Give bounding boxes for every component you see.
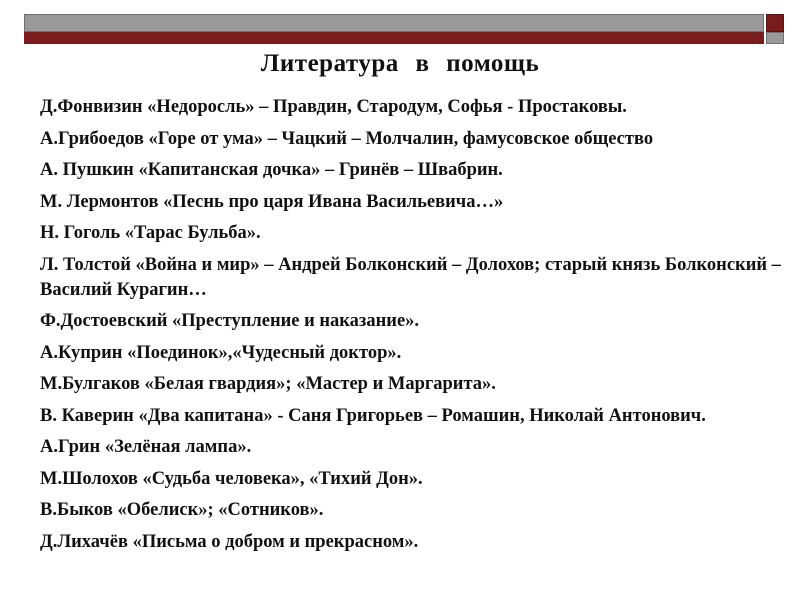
literature-list xyxy=(40,95,785,561)
list-item: Н. Гоголь «Тарас Бульба». xyxy=(40,223,261,243)
list-item: А.Грин «Зелёная лампа». xyxy=(40,437,252,457)
list-item: Ф.Достоевский «Преступление и наказание». xyxy=(40,311,420,331)
list-item: В.Быков «Обелиск»; «Сотников». xyxy=(40,500,324,520)
list-item: А.Куприн «Поединок»,«Чудесный доктор». xyxy=(40,342,402,363)
list-item: В. Каверин «Два капитана» - Саня Григорьев – Ромашин, Николай Антонович. xyxy=(40,405,706,426)
list-item: А.Грибоедов «Горе от ума» – Чацкий – Молчалин, фамусовское общество xyxy=(40,128,654,149)
slide-title: Литература в помощь xyxy=(260,50,540,77)
list-item: М. Лермонтов «Песнь про царя Ивана Васильевича…» xyxy=(40,191,504,212)
list-item: Д.Фонвизин «Недоросль» – Правдин, Стародум, Софья - Простаковы. xyxy=(40,97,627,117)
list-item: Д.Лихачёв «Письма о добром и прекрасном». xyxy=(40,531,419,552)
header-gray-bar xyxy=(24,14,764,32)
list-item: Л. Толстой «Война и мир» – Андрей Болконский – Долохов; старый князь Болконский – Василий Курагин… xyxy=(40,254,781,300)
corner-square-red xyxy=(766,14,784,32)
list-item: А. Пушкин «Капитанская дочка» – Гринёв – Швабрин. xyxy=(40,160,503,180)
list-item: М.Булгаков «Белая гвардия»; «Мастер и Маргарита». xyxy=(40,374,496,394)
header-red-bar xyxy=(24,32,764,44)
corner-square-gray xyxy=(766,32,784,44)
list-item: М.Шолохов «Судьба человека», «Тихий Дон». xyxy=(40,468,423,489)
